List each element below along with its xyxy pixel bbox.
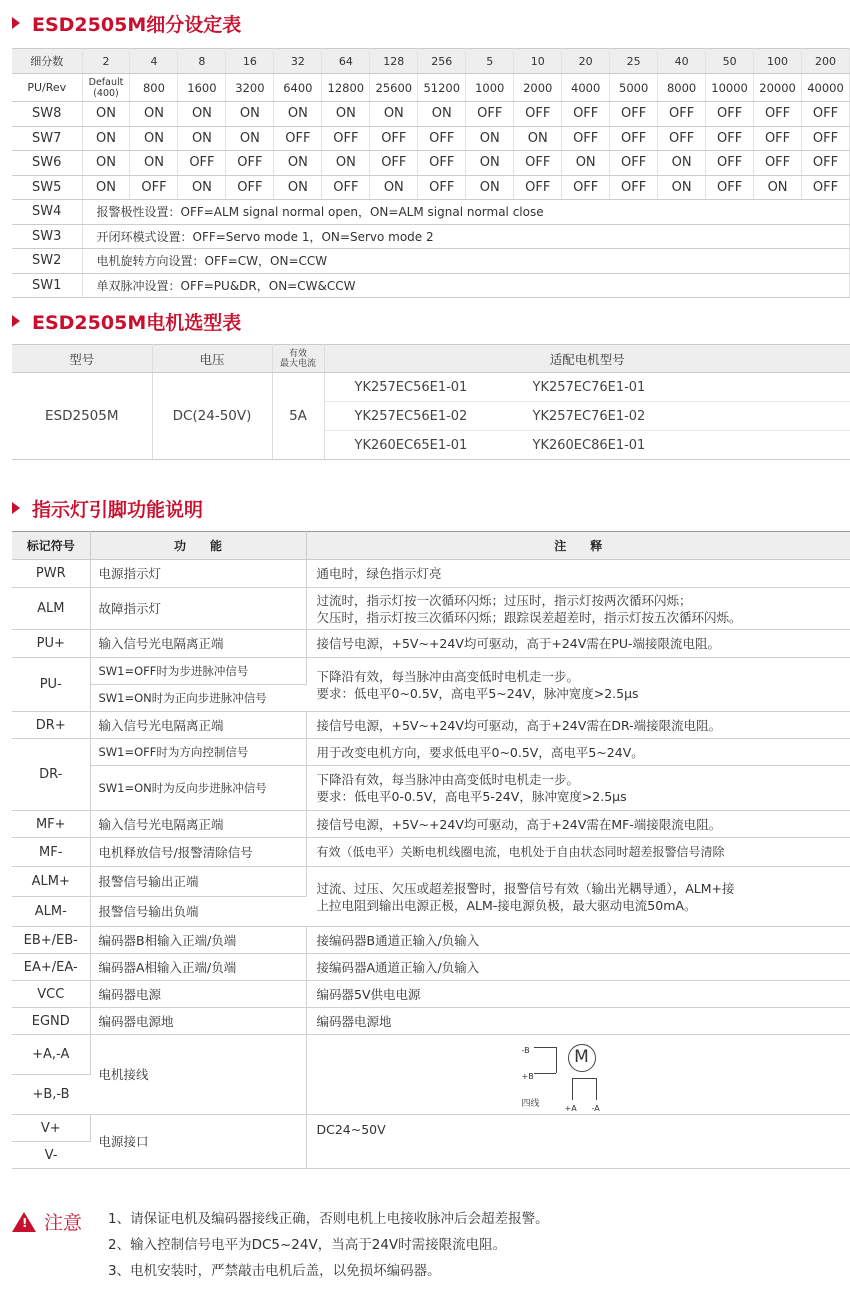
pin-note: DC24~50V bbox=[306, 1115, 850, 1169]
pu-value: 6400 bbox=[274, 74, 322, 102]
subdivision-value: 256 bbox=[418, 49, 466, 74]
subdivision-value: 16 bbox=[226, 49, 274, 74]
pu-value: 1600 bbox=[178, 74, 226, 102]
switch-state: OFF bbox=[706, 102, 754, 127]
subdivision-value: 5 bbox=[466, 49, 514, 74]
pin-function: 故障指示灯 bbox=[90, 588, 306, 630]
pin-function: 编码器A相输入正端/负端 bbox=[90, 954, 306, 981]
switch-name: SW8 bbox=[12, 102, 82, 127]
wire-line bbox=[572, 1078, 573, 1100]
motor-selection-title: ESD2505M电机选型表 bbox=[32, 311, 242, 334]
switch-state: ON bbox=[274, 151, 322, 176]
switch-row bbox=[12, 102, 850, 127]
pin-note: 接信号电源，+5V~+24V均可驱动，高于+24V需在PU-端接限流电阻。 bbox=[306, 630, 850, 658]
pin-function: 编码器电源 bbox=[90, 981, 306, 1008]
max-current: 5A bbox=[272, 373, 324, 460]
pin-function: 输入信号光电隔离正端 bbox=[90, 630, 306, 658]
subdivision-value: 50 bbox=[706, 49, 754, 74]
switch-state: OFF bbox=[562, 102, 610, 127]
note-item: 2、输入控制信号电平为DC5~24V，当高于24V时需接限流电阻。 bbox=[108, 1237, 507, 1253]
pu-value: 4000 bbox=[562, 74, 610, 102]
pu-value: 51200 bbox=[418, 74, 466, 102]
motor-row: YK260EC65E1-01 YK260EC86E1-01 bbox=[324, 431, 850, 460]
switch-state: ON bbox=[178, 126, 226, 151]
pin-symbol: ALM bbox=[12, 588, 90, 630]
pin-symbol: PWR bbox=[12, 560, 90, 588]
pin-function: 编码器电源地 bbox=[90, 1008, 306, 1035]
pin-symbol: ALM- bbox=[12, 897, 90, 927]
pin-note: 编码器电源地 bbox=[306, 1008, 850, 1035]
pin-note: 接编码器A通道正输入/负输入 bbox=[306, 954, 850, 981]
switch-description: 报警极性设置：OFF=ALM signal normal open，ON=ALM signal normal close bbox=[82, 200, 850, 225]
pin-function: 电机释放信号/报警清除信号 bbox=[90, 838, 306, 867]
motor-wiring-cell bbox=[306, 1035, 850, 1115]
switch-state: OFF bbox=[706, 175, 754, 200]
switch-state: OFF bbox=[226, 151, 274, 176]
switch-state: OFF bbox=[802, 102, 850, 127]
pu-value: 5000 bbox=[610, 74, 658, 102]
notes-heading bbox=[12, 1208, 82, 1235]
switch-state: ON bbox=[82, 175, 130, 200]
subdivision-header-row bbox=[12, 49, 850, 74]
wire-line bbox=[596, 1078, 597, 1100]
switch-name: SW6 bbox=[12, 151, 82, 176]
pu-default-label: Default bbox=[88, 76, 124, 88]
switch-state: OFF bbox=[658, 102, 706, 127]
coil-line bbox=[556, 1047, 557, 1073]
switch-desc-row bbox=[12, 273, 850, 298]
pin-symbol: +B,-B bbox=[12, 1075, 90, 1115]
pin-function: 电源接口 bbox=[90, 1115, 306, 1169]
pu-value: 10000 bbox=[706, 74, 754, 102]
switch-state: OFF bbox=[514, 151, 562, 176]
switch-name: SW3 bbox=[12, 224, 82, 249]
subdivision-value: 20 bbox=[562, 49, 610, 74]
pu-value: 800 bbox=[130, 74, 178, 102]
subdivision-title: ESD2505M细分设定表 bbox=[32, 13, 242, 36]
pin-function: 电源指示灯 bbox=[90, 560, 306, 588]
pin-note: 过流、过压、欠压或超差报警时，报警信号有效（输出光耦导通），ALM+接 上拉电阻到输出电源正极，ALM-接电源负极，最大驱动电流50mA。 bbox=[306, 867, 850, 927]
pin-note: 编码器5V供电电源 bbox=[306, 981, 850, 1008]
header-symbol: 标记符号 bbox=[12, 532, 90, 560]
switch-state: ON bbox=[562, 151, 610, 176]
pin-note: 下降沿有效，每当脉冲由高变低时电机走一步。 要求：低电平0~0.5V，高电平5~24V，脉冲宽度>2.5μs bbox=[306, 658, 850, 712]
pin-note: 有效（低电平）关断电机线圈电流，电机处于自由状态同时超差报警信号清除 bbox=[306, 838, 850, 867]
wire-line bbox=[534, 1047, 556, 1048]
pin-note: 接编码器B通道正输入/负输入 bbox=[306, 927, 850, 954]
switch-state: ON bbox=[130, 151, 178, 176]
pin-symbol: ALM+ bbox=[12, 867, 90, 897]
switch-state: ON bbox=[82, 151, 130, 176]
switch-state: ON bbox=[130, 126, 178, 151]
switch-state: ON bbox=[178, 175, 226, 200]
note-item: 3、电机安装时，严禁敲击电机后盖，以免损坏编码器。 bbox=[108, 1263, 441, 1279]
subdivision-value: 8 bbox=[178, 49, 226, 74]
switch-state: ON bbox=[370, 175, 418, 200]
pu-label: PU/Rev bbox=[12, 74, 82, 102]
switch-state: ON bbox=[322, 151, 370, 176]
header-label: 细分数 bbox=[12, 49, 82, 74]
pin-function: 输入信号光电隔离正端 bbox=[90, 712, 306, 739]
switch-row bbox=[12, 151, 850, 176]
pin-function: SW1=ON时为正向步进脉冲信号 bbox=[90, 685, 306, 712]
switch-state: OFF bbox=[802, 126, 850, 151]
pu-default-value: (400) bbox=[93, 87, 119, 99]
triangle-bullet-icon bbox=[12, 502, 20, 514]
pin-symbol: V- bbox=[12, 1142, 90, 1169]
voltage-range: DC(24-50V) bbox=[152, 373, 272, 460]
switch-state: ON bbox=[226, 126, 274, 151]
switch-name: SW4 bbox=[12, 200, 82, 225]
switch-desc-row bbox=[12, 200, 850, 225]
motor-row: YK257EC56E1-02 YK257EC76E1-02 bbox=[324, 402, 850, 431]
switch-state: ON bbox=[130, 102, 178, 127]
note-item: 1、请保证电机及编码器接线正确，否则电机上电接收脉冲后会超差报警。 bbox=[108, 1211, 549, 1227]
switch-state: ON bbox=[82, 126, 130, 151]
switch-name: SW5 bbox=[12, 175, 82, 200]
switch-state: OFF bbox=[178, 151, 226, 176]
switch-description: 开闭环模式设置：OFF=Servo mode 1，ON=Servo mode 2 bbox=[82, 224, 850, 249]
switch-state: OFF bbox=[754, 102, 802, 127]
switch-state: OFF bbox=[322, 175, 370, 200]
switch-state: OFF bbox=[562, 175, 610, 200]
switch-state: OFF bbox=[610, 102, 658, 127]
switch-state: OFF bbox=[322, 126, 370, 151]
switch-description: 电机旋转方向设置：OFF=CW，ON=CCW bbox=[82, 249, 850, 274]
switch-state: OFF bbox=[370, 126, 418, 151]
diagram-label-minus-b: -B bbox=[521, 1045, 530, 1055]
switch-state: OFF bbox=[754, 126, 802, 151]
switch-state: ON bbox=[658, 175, 706, 200]
pin-symbol: EA+/EA- bbox=[12, 954, 90, 981]
pin-symbol: MF+ bbox=[12, 811, 90, 838]
switch-state: OFF bbox=[514, 175, 562, 200]
switch-name: SW7 bbox=[12, 126, 82, 151]
switch-state: OFF bbox=[802, 151, 850, 176]
switch-state: ON bbox=[658, 151, 706, 176]
subdivision-value: 128 bbox=[370, 49, 418, 74]
switch-state: ON bbox=[466, 175, 514, 200]
motor-icon: M bbox=[568, 1044, 596, 1072]
pin-symbol: MF- bbox=[12, 838, 90, 867]
subdivision-value: 32 bbox=[274, 49, 322, 74]
pin-symbol: +A,-A bbox=[12, 1035, 90, 1075]
pu-value: 25600 bbox=[370, 74, 418, 102]
pin-symbol: VCC bbox=[12, 981, 90, 1008]
pin-note: 用于改变电机方向，要求低电平0~0.5V，高电平5~24V。 bbox=[306, 739, 850, 766]
subdivision-value: 2 bbox=[82, 49, 130, 74]
header-note: 注 释 bbox=[306, 532, 850, 560]
switch-state: OFF bbox=[610, 126, 658, 151]
pin-note: 接信号电源，+5V~+24V均可驱动，高于+24V需在DR-端接限流电阻。 bbox=[306, 712, 850, 739]
header-current: 有效 最大电流 bbox=[272, 345, 324, 373]
switch-name: SW1 bbox=[12, 273, 82, 298]
driver-model: ESD2505M bbox=[12, 373, 152, 460]
pin-symbol: EB+/EB- bbox=[12, 927, 90, 954]
pin-symbol: EGND bbox=[12, 1008, 90, 1035]
triangle-bullet-icon bbox=[12, 315, 20, 327]
subdivision-value: 100 bbox=[754, 49, 802, 74]
switch-state: ON bbox=[178, 102, 226, 127]
subdivision-value: 4 bbox=[130, 49, 178, 74]
switch-state: OFF bbox=[562, 126, 610, 151]
pulse-per-rev-row bbox=[12, 74, 850, 102]
pu-value: 12800 bbox=[322, 74, 370, 102]
pin-symbol: PU+ bbox=[12, 630, 90, 658]
pin-symbol: PU- bbox=[12, 658, 90, 712]
pin-symbol: DR- bbox=[12, 739, 90, 811]
section-title-subdivision bbox=[12, 8, 241, 38]
diagram-label-plus-b: +B bbox=[521, 1071, 534, 1081]
pin-function-title: 指示灯引脚功能说明 bbox=[32, 498, 204, 521]
switch-state: ON bbox=[466, 126, 514, 151]
wire-line bbox=[534, 1073, 556, 1074]
header-model: 型号 bbox=[12, 345, 152, 373]
pu-value: 2000 bbox=[514, 74, 562, 102]
pin-note: 通电时，绿色指示灯亮 bbox=[306, 560, 850, 588]
switch-state: OFF bbox=[754, 151, 802, 176]
switch-state: OFF bbox=[466, 102, 514, 127]
pu-value: 3200 bbox=[226, 74, 274, 102]
switch-desc-row bbox=[12, 224, 850, 249]
diagram-label-four-wire: 四线 bbox=[521, 1098, 540, 1109]
pin-note: 过流时，指示灯按一次循环闪烁；过压时，指示灯按两次循环闪烁； 欠压时，指示灯按三次循环闪烁；跟踪误差超差时，指示灯按五次循环闪烁。 bbox=[306, 588, 850, 630]
subdivision-value: 40 bbox=[658, 49, 706, 74]
switch-state: ON bbox=[82, 102, 130, 127]
diagram-label-minus-a: -A bbox=[591, 1103, 600, 1113]
switch-state: ON bbox=[514, 126, 562, 151]
motor-row: YK257EC56E1-01 YK257EC76E1-01 bbox=[324, 373, 850, 402]
warning-icon: ! bbox=[12, 1212, 36, 1232]
switch-name: SW2 bbox=[12, 249, 82, 274]
subdivision-value: 10 bbox=[514, 49, 562, 74]
switch-state: ON bbox=[274, 102, 322, 127]
pin-function: 报警信号输出正端 bbox=[90, 867, 306, 897]
subdivision-value: 64 bbox=[322, 49, 370, 74]
pu-value: 40000 bbox=[802, 74, 850, 102]
switch-state: OFF bbox=[514, 102, 562, 127]
pin-function-table bbox=[12, 531, 850, 1169]
motor-wiring-diagram bbox=[522, 1038, 642, 1112]
switch-state: ON bbox=[418, 102, 466, 127]
switch-state: OFF bbox=[706, 126, 754, 151]
pin-function: SW1=OFF时为方向控制信号 bbox=[90, 739, 306, 766]
pin-function: 输入信号光电隔离正端 bbox=[90, 811, 306, 838]
switch-state: OFF bbox=[706, 151, 754, 176]
switch-state: ON bbox=[370, 102, 418, 127]
pin-function: 电机接线 bbox=[90, 1035, 306, 1115]
switch-row bbox=[12, 175, 850, 200]
header-voltage: 电压 bbox=[152, 345, 272, 373]
pu-value: 1000 bbox=[466, 74, 514, 102]
switch-state: OFF bbox=[226, 175, 274, 200]
switch-description: 单双脉冲设置：OFF=PU&DR，ON=CW&CCW bbox=[82, 273, 850, 298]
switch-state: OFF bbox=[658, 126, 706, 151]
switch-state: ON bbox=[466, 151, 514, 176]
subdivision-table bbox=[12, 48, 850, 298]
section-title-motor-selection bbox=[12, 306, 241, 336]
switch-state: OFF bbox=[610, 175, 658, 200]
switch-state: OFF bbox=[418, 151, 466, 176]
pin-note: 下降沿有效，每当脉冲由高变低时电机走一步。 要求：低电平0-0.5V，高电平5-24V，脉冲宽度>2.5μs bbox=[306, 766, 850, 811]
switch-state: OFF bbox=[130, 175, 178, 200]
pin-symbol: DR+ bbox=[12, 712, 90, 739]
switch-state: ON bbox=[274, 175, 322, 200]
triangle-bullet-icon bbox=[12, 17, 20, 29]
motor-selection-table bbox=[12, 344, 850, 460]
switch-desc-row bbox=[12, 249, 850, 274]
section-title-pin-function bbox=[12, 493, 203, 523]
switch-state: ON bbox=[754, 175, 802, 200]
subdivision-value: 200 bbox=[802, 49, 850, 74]
subdivision-value: 25 bbox=[610, 49, 658, 74]
switch-state: OFF bbox=[802, 175, 850, 200]
pin-note: 接信号电源，+5V~+24V均可驱动，高于+24V需在MF-端接限流电阻。 bbox=[306, 811, 850, 838]
pin-function: SW1=ON时为反向步进脉冲信号 bbox=[90, 766, 306, 811]
header-motor: 适配电机型号 bbox=[324, 345, 850, 373]
switch-row bbox=[12, 126, 850, 151]
switch-state: OFF bbox=[274, 126, 322, 151]
diagram-label-plus-a: +A bbox=[564, 1103, 577, 1113]
switch-state: OFF bbox=[418, 175, 466, 200]
pu-value: 8000 bbox=[658, 74, 706, 102]
pin-function: SW1=OFF时为步进脉冲信号 bbox=[90, 658, 306, 685]
switch-state: OFF bbox=[610, 151, 658, 176]
header-function: 功 能 bbox=[90, 532, 306, 560]
switch-state: ON bbox=[322, 102, 370, 127]
notes-label: 注意 bbox=[44, 1212, 83, 1234]
pin-function: 编码器B相输入正端/负端 bbox=[90, 927, 306, 954]
switch-state: OFF bbox=[418, 126, 466, 151]
switch-state: ON bbox=[226, 102, 274, 127]
pin-function: 报警信号输出负端 bbox=[90, 897, 306, 927]
pin-symbol: V+ bbox=[12, 1115, 90, 1142]
pu-value: 20000 bbox=[754, 74, 802, 102]
pu-default bbox=[82, 74, 130, 102]
switch-state: OFF bbox=[370, 151, 418, 176]
coil-line bbox=[572, 1078, 596, 1079]
